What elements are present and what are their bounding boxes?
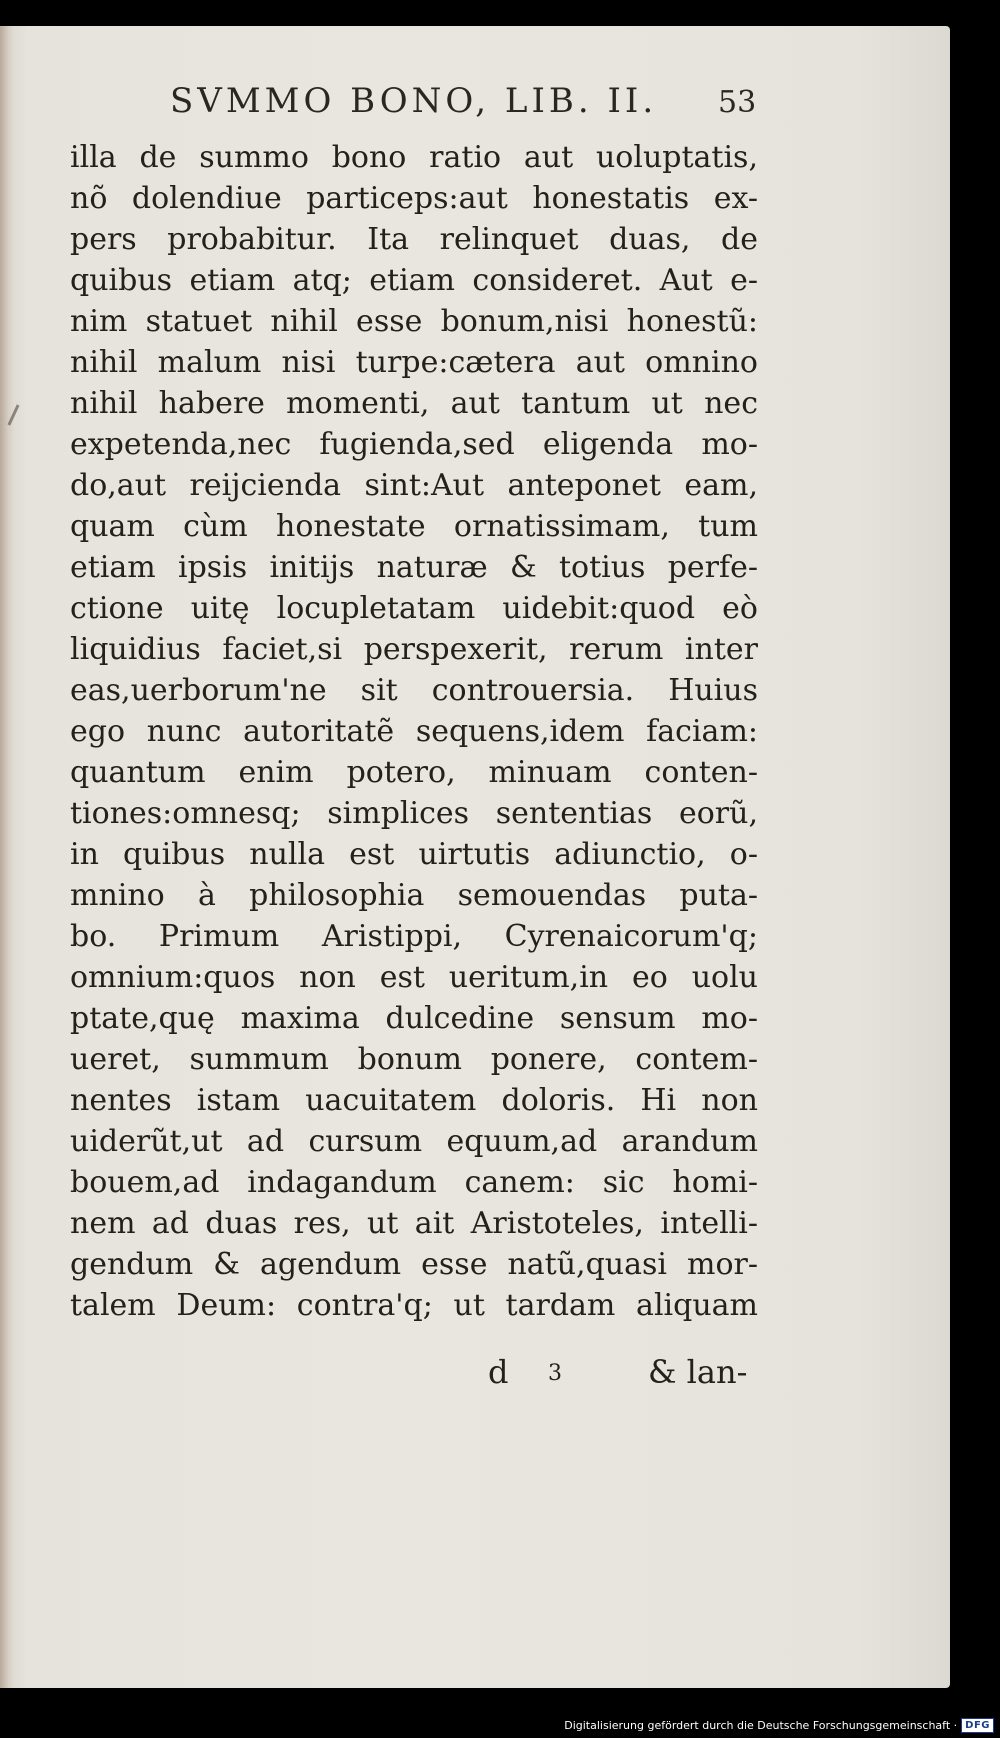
text-line: pers probabitur. Ita relinquet duas, de bbox=[70, 222, 758, 257]
text-line: etiam ipsis initijs naturæ & totius perfe- bbox=[70, 550, 758, 585]
text-line: nem ad duas res, ut ait Aristoteles, intelli- bbox=[70, 1206, 758, 1241]
text-line: bo. Primum Aristippi, Cyrenaicorum'q; bbox=[70, 919, 758, 954]
text-line: illa de summo bono ratio aut uoluptatis, bbox=[70, 140, 758, 175]
text-line: nõ dolendiue particeps:aut honestatis ex- bbox=[70, 181, 758, 216]
signature-number: 3 bbox=[548, 1361, 562, 1386]
text-line: nentes istam uacuitatem doloris. Hi non bbox=[70, 1083, 758, 1118]
text-line: quibus etiam atq; etiam consideret. Aut e- bbox=[70, 263, 758, 298]
text-line: nihil malum nisi turpe:cætera aut omnino bbox=[70, 345, 758, 380]
text-line: expetenda,nec fugienda,sed eligenda mo- bbox=[70, 427, 758, 462]
text-line: nihil habere momenti, aut tantum ut nec bbox=[70, 386, 758, 421]
signature-mark: d bbox=[488, 1353, 509, 1391]
book-page bbox=[0, 26, 950, 1688]
page-gutter-shadow bbox=[0, 26, 14, 1688]
text-line: do,aut reijcienda sint:Aut anteponet eam, bbox=[70, 468, 758, 503]
text-line: in quibus nulla est uirtutis adiunctio, o- bbox=[70, 837, 758, 872]
text-line: ctione uitę locupletatam uidebit:quod eò bbox=[70, 591, 758, 626]
text-line: bouem,ad indagandum canem: sic homi- bbox=[70, 1165, 758, 1200]
text-line: uiderũt,ut ad cursum equum,ad arandum bbox=[70, 1124, 758, 1159]
text-line: ptate,quę maxima dulcedine sensum mo- bbox=[70, 1001, 758, 1036]
running-head: SVMMO BONO, LIB. II. bbox=[170, 81, 658, 121]
text-line: eas,uerborum'ne sit controuersia. Huius bbox=[70, 673, 758, 708]
dfg-logo[interactable]: DFG bbox=[961, 1718, 994, 1733]
body-text bbox=[70, 137, 758, 1326]
text-line: quam cùm honestate ornatissimam, tum bbox=[70, 509, 758, 544]
text-line: ego nunc autoritatẽ sequens,idem faciam: bbox=[70, 714, 758, 749]
catchword: & lan- bbox=[648, 1353, 748, 1391]
text-line: talem Deum: contra'q; ut tardam aliquam bbox=[70, 1288, 758, 1323]
text-line: tiones:omnesq; simplices sententias eorũ, bbox=[70, 796, 758, 831]
text-line: liquidius faciet,si perspexerit, rerum inter bbox=[70, 632, 758, 667]
text-line: gendum & agendum esse natũ,quasi mor- bbox=[70, 1247, 758, 1282]
text-line: quantum enim potero, minuam conten- bbox=[70, 755, 758, 790]
text-line: mnino à philosophia semouendas puta- bbox=[70, 878, 758, 913]
text-line: omnium:quos non est ueritum,in eo uolu bbox=[70, 960, 758, 995]
text-line: ueret, summum bonum ponere, contem- bbox=[70, 1042, 758, 1077]
digitization-credit bbox=[564, 1716, 994, 1734]
credit-text: Digitalisierung gefördert durch die Deutsche Forschungsgemeinschaft · bbox=[564, 1718, 958, 1732]
page-number: 53 bbox=[718, 85, 757, 120]
text-line: nim statuet nihil esse bonum,nisi honestũ: bbox=[70, 304, 758, 339]
